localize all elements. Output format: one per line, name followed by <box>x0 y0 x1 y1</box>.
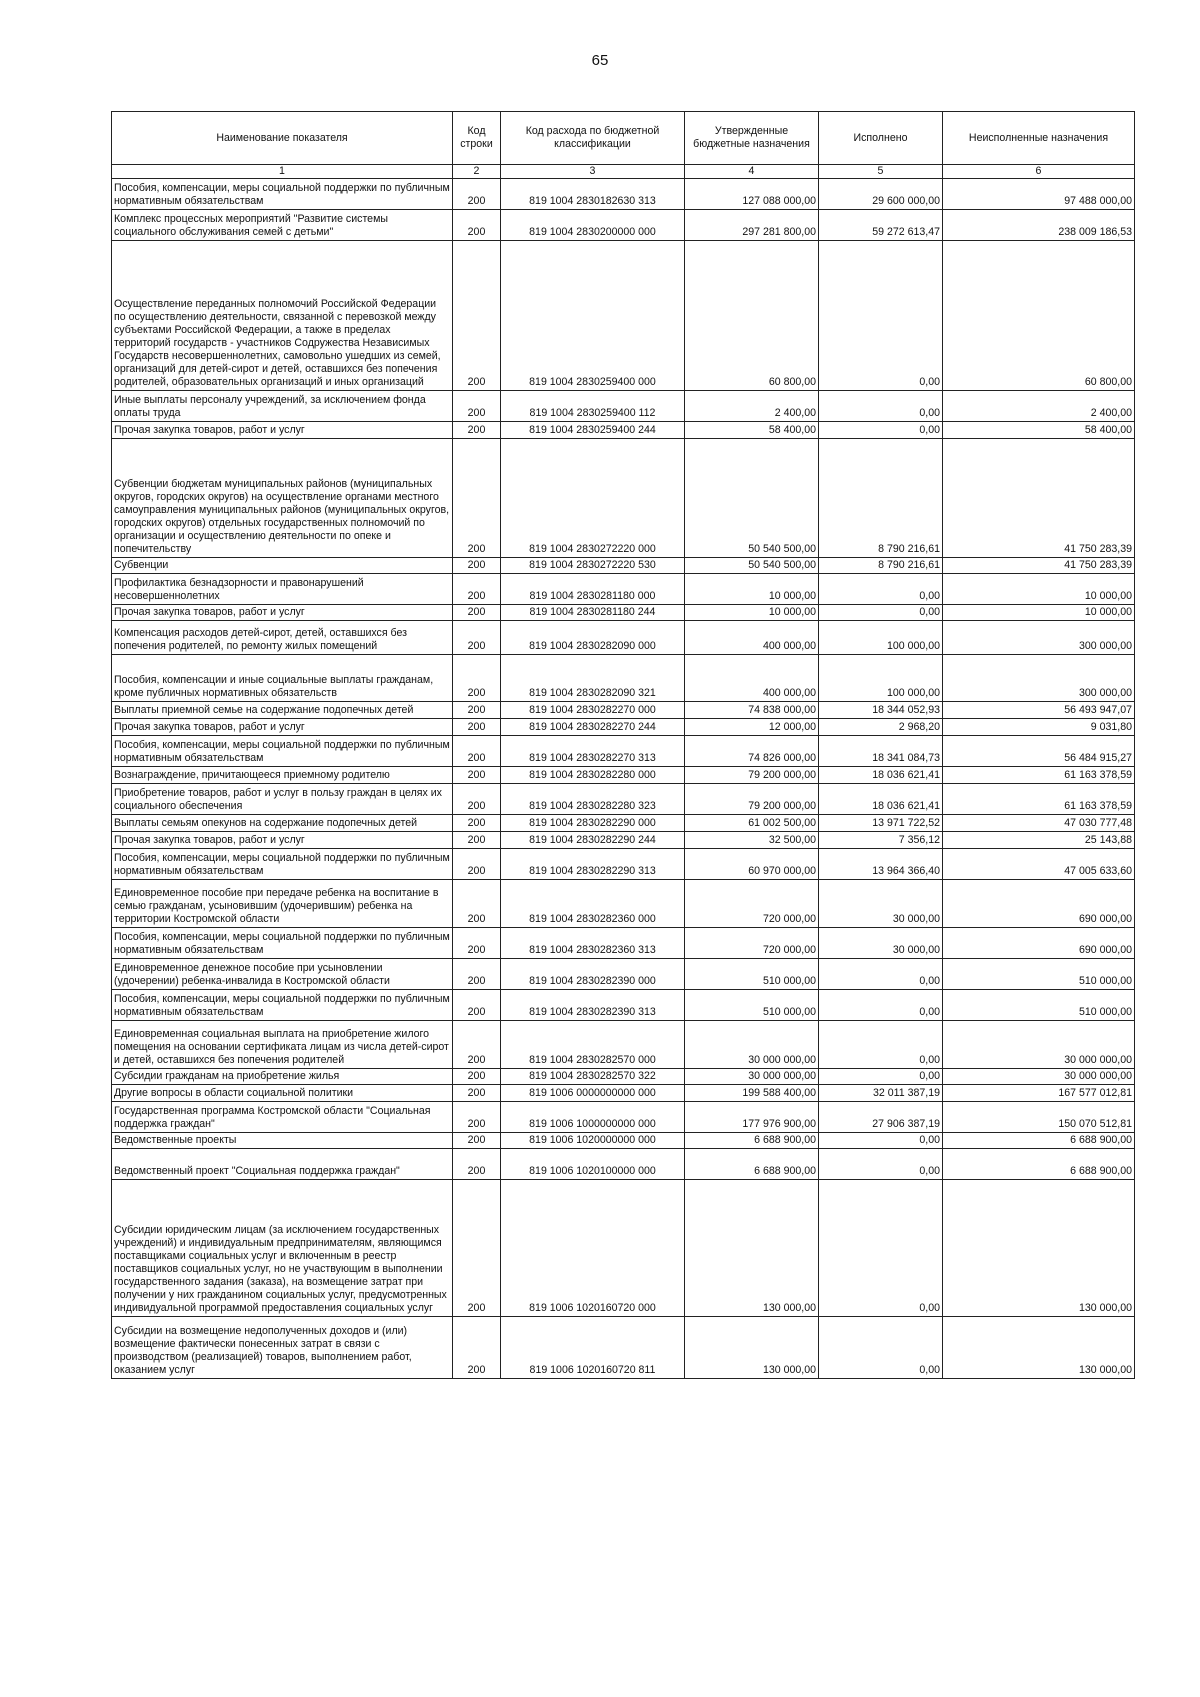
header-name: Наименование показателя <box>112 112 453 165</box>
row-approved: 79 200 000,00 <box>685 784 819 815</box>
row-executed: 2 968,20 <box>819 719 943 736</box>
row-classification: 819 1006 1000000000 000 <box>501 1102 685 1133</box>
row-executed: 0,00 <box>819 959 943 990</box>
row-code: 200 <box>453 736 501 767</box>
row-approved: 177 976 900,00 <box>685 1102 819 1133</box>
row-name: Пособия, компенсации, меры социальной поддержки по публичным нормативным обязательствам <box>112 849 453 880</box>
row-name: Профилактика безнадзорности и правонарушений несовершеннолетних <box>112 574 453 605</box>
row-code: 200 <box>453 1021 501 1069</box>
row-classification: 819 1004 2830259400 000 <box>501 241 685 391</box>
row-executed: 100 000,00 <box>819 655 943 702</box>
row-classification: 819 1004 2830282270 000 <box>501 702 685 719</box>
row-executed: 27 906 387,19 <box>819 1102 943 1133</box>
row-classification: 819 1004 2830282280 000 <box>501 767 685 784</box>
table-row <box>112 784 1135 815</box>
row-code: 200 <box>453 719 501 736</box>
row-code: 200 <box>453 605 501 621</box>
table-row <box>112 990 1135 1021</box>
row-name: Компенсация расходов детей-сирот, детей, оставшихся без попечения родителей, по ремонту жилых помещений <box>112 621 453 655</box>
row-unexecuted: 60 800,00 <box>943 241 1135 391</box>
row-executed: 13 964 366,40 <box>819 849 943 880</box>
row-approved: 127 088 000,00 <box>685 179 819 210</box>
row-classification: 819 1004 2830282570 322 <box>501 1069 685 1085</box>
row-classification: 819 1004 2830282290 313 <box>501 849 685 880</box>
table-row <box>112 210 1135 241</box>
row-approved: 6 688 900,00 <box>685 1133 819 1149</box>
table-row <box>112 391 1135 422</box>
row-unexecuted: 56 484 915,27 <box>943 736 1135 767</box>
row-approved: 510 000,00 <box>685 990 819 1021</box>
row-name: Другие вопросы в области социальной политики <box>112 1085 453 1102</box>
header-executed: Исполнено <box>819 112 943 165</box>
row-unexecuted: 690 000,00 <box>943 928 1135 959</box>
row-unexecuted: 30 000 000,00 <box>943 1021 1135 1069</box>
row-name: Пособия, компенсации, меры социальной поддержки по публичным нормативным обязательствам <box>112 736 453 767</box>
row-code: 200 <box>453 959 501 990</box>
table-row <box>112 1085 1135 1102</box>
row-approved: 32 500,00 <box>685 832 819 849</box>
row-approved: 60 800,00 <box>685 241 819 391</box>
page-number: 65 <box>591 52 609 69</box>
row-approved: 12 000,00 <box>685 719 819 736</box>
row-classification: 819 1004 2830182630 313 <box>501 179 685 210</box>
row-classification: 819 1004 2830200000 000 <box>501 210 685 241</box>
row-code: 200 <box>453 621 501 655</box>
row-name: Осуществление переданных полномочий Российской Федерации по осуществлению деятельности, связанной с перевозкой между субъектами Российской Федерации, а также в пределах территорий государств - участников Содружества Независимых Государств несовершеннолетних, самовольно ушедших из семей, организаций для детей-сирот и детей, оставшихся без попечения родителей, образовательных организаций и иных организаций <box>112 241 453 391</box>
row-classification: 819 1004 2830272220 000 <box>501 439 685 558</box>
row-approved: 50 540 500,00 <box>685 558 819 574</box>
row-classification: 819 1004 2830272220 530 <box>501 558 685 574</box>
row-executed: 8 790 216,61 <box>819 558 943 574</box>
row-approved: 10 000,00 <box>685 605 819 621</box>
row-approved: 58 400,00 <box>685 422 819 439</box>
row-name: Прочая закупка товаров, работ и услуг <box>112 719 453 736</box>
column-number: 3 <box>501 165 685 179</box>
row-executed: 29 600 000,00 <box>819 179 943 210</box>
row-executed: 0,00 <box>819 990 943 1021</box>
row-executed: 0,00 <box>819 422 943 439</box>
row-name: Субсидии юридическим лицам (за исключением государственных учреждений) и индивидуальным предпринимателям, являющимся поставщиками социальных услуг и включенным в реестр поставщиков социальных услуг, но не участвующим в выполнении государственного задания (заказа), на возмещение затрат при получении у них гражданином социальных услуг, предусмотренных индивидуальной программой предоставления социальных услуг <box>112 1180 453 1317</box>
row-code: 200 <box>453 1133 501 1149</box>
row-code: 200 <box>453 928 501 959</box>
row-classification: 819 1004 2830282290 244 <box>501 832 685 849</box>
column-number: 6 <box>943 165 1135 179</box>
row-executed: 32 011 387,19 <box>819 1085 943 1102</box>
row-name: Пособия, компенсации, меры социальной поддержки по публичным нормативным обязательствам <box>112 928 453 959</box>
row-classification: 819 1006 1020100000 000 <box>501 1149 685 1180</box>
row-classification: 819 1006 1020000000 000 <box>501 1133 685 1149</box>
table-row <box>112 1133 1135 1149</box>
row-executed: 18 036 621,41 <box>819 767 943 784</box>
row-approved: 297 281 800,00 <box>685 210 819 241</box>
row-name: Пособия, компенсации, меры социальной поддержки по публичным нормативным обязательствам <box>112 179 453 210</box>
row-code: 200 <box>453 702 501 719</box>
row-name: Ведомственные проекты <box>112 1133 453 1149</box>
row-name: Ведомственный проект "Социальная поддержка граждан" <box>112 1149 453 1180</box>
row-classification: 819 1004 2830282090 000 <box>501 621 685 655</box>
table-row <box>112 1180 1135 1317</box>
row-classification: 819 1004 2830282270 313 <box>501 736 685 767</box>
row-name: Иные выплаты персоналу учреждений, за исключением фонда оплаты труда <box>112 391 453 422</box>
row-approved: 2 400,00 <box>685 391 819 422</box>
row-unexecuted: 6 688 900,00 <box>943 1133 1135 1149</box>
row-classification: 819 1004 2830282090 321 <box>501 655 685 702</box>
row-unexecuted: 61 163 378,59 <box>943 784 1135 815</box>
column-number: 2 <box>453 165 501 179</box>
row-code: 200 <box>453 574 501 605</box>
row-approved: 6 688 900,00 <box>685 1149 819 1180</box>
row-classification: 819 1006 1020160720 000 <box>501 1180 685 1317</box>
row-name: Вознаграждение, причитающееся приемному родителю <box>112 767 453 784</box>
row-executed: 0,00 <box>819 1317 943 1379</box>
row-unexecuted: 510 000,00 <box>943 990 1135 1021</box>
row-executed: 18 036 621,41 <box>819 784 943 815</box>
row-classification: 819 1004 2830282280 323 <box>501 784 685 815</box>
table-row <box>112 1102 1135 1133</box>
row-name: Субсидии гражданам на приобретение жилья <box>112 1069 453 1085</box>
row-unexecuted: 25 143,88 <box>943 832 1135 849</box>
row-name: Единовременное пособие при передаче ребенка на воспитание в семью гражданам, усыновившим (удочерившим) ребенка на территории Костромской области <box>112 880 453 928</box>
row-classification: 819 1004 2830282270 244 <box>501 719 685 736</box>
row-approved: 400 000,00 <box>685 621 819 655</box>
row-name: Пособия, компенсации, меры социальной поддержки по публичным нормативным обязательствам <box>112 990 453 1021</box>
table-row <box>112 241 1135 391</box>
row-code: 200 <box>453 1317 501 1379</box>
row-name: Прочая закупка товаров, работ и услуг <box>112 605 453 621</box>
row-unexecuted: 238 009 186,53 <box>943 210 1135 241</box>
table-header-row <box>112 112 1135 165</box>
row-code: 200 <box>453 210 501 241</box>
row-code: 200 <box>453 832 501 849</box>
row-approved: 10 000,00 <box>685 574 819 605</box>
row-unexecuted: 47 005 633,60 <box>943 849 1135 880</box>
row-unexecuted: 61 163 378,59 <box>943 767 1135 784</box>
row-classification: 819 1004 2830282290 000 <box>501 815 685 832</box>
table-row <box>112 558 1135 574</box>
row-executed: 0,00 <box>819 391 943 422</box>
row-executed: 0,00 <box>819 1180 943 1317</box>
row-executed: 18 344 052,93 <box>819 702 943 719</box>
row-classification: 819 1004 2830282390 000 <box>501 959 685 990</box>
column-number-row <box>112 165 1135 179</box>
row-executed: 30 000,00 <box>819 928 943 959</box>
table-row <box>112 1021 1135 1069</box>
table-row <box>112 928 1135 959</box>
row-name: Выплаты семьям опекунов на содержание подопечных детей <box>112 815 453 832</box>
row-name: Комплекс процессных мероприятий "Развитие системы социального обслуживания семей с детьми" <box>112 210 453 241</box>
table-row <box>112 179 1135 210</box>
row-unexecuted: 97 488 000,00 <box>943 179 1135 210</box>
table-row <box>112 832 1135 849</box>
row-approved: 130 000,00 <box>685 1317 819 1379</box>
row-executed: 100 000,00 <box>819 621 943 655</box>
row-approved: 30 000 000,00 <box>685 1021 819 1069</box>
row-name: Единовременное денежное пособие при усыновлении (удочерении) ребенка-инвалида в Костромской области <box>112 959 453 990</box>
table-row <box>112 959 1135 990</box>
table-row <box>112 719 1135 736</box>
row-unexecuted: 41 750 283,39 <box>943 439 1135 558</box>
table-row <box>112 1317 1135 1379</box>
row-code: 200 <box>453 558 501 574</box>
table-row <box>112 621 1135 655</box>
row-executed: 0,00 <box>819 1133 943 1149</box>
row-code: 200 <box>453 767 501 784</box>
row-executed: 0,00 <box>819 1149 943 1180</box>
row-code: 200 <box>453 880 501 928</box>
row-code: 200 <box>453 1180 501 1317</box>
row-approved: 50 540 500,00 <box>685 439 819 558</box>
row-classification: 819 1004 2830259400 112 <box>501 391 685 422</box>
row-approved: 720 000,00 <box>685 928 819 959</box>
row-unexecuted: 41 750 283,39 <box>943 558 1135 574</box>
row-unexecuted: 690 000,00 <box>943 880 1135 928</box>
row-approved: 74 838 000,00 <box>685 702 819 719</box>
row-unexecuted: 130 000,00 <box>943 1317 1135 1379</box>
row-executed: 59 272 613,47 <box>819 210 943 241</box>
row-name: Прочая закупка товаров, работ и услуг <box>112 832 453 849</box>
row-unexecuted: 10 000,00 <box>943 574 1135 605</box>
table-row <box>112 605 1135 621</box>
row-unexecuted: 300 000,00 <box>943 621 1135 655</box>
table-row <box>112 574 1135 605</box>
row-classification: 819 1004 2830282360 313 <box>501 928 685 959</box>
row-executed: 7 356,12 <box>819 832 943 849</box>
row-code: 200 <box>453 1149 501 1180</box>
row-name: Выплаты приемной семье на содержание подопечных детей <box>112 702 453 719</box>
header-classification: Код расхода по бюджетной классификации <box>501 112 685 165</box>
table-row <box>112 422 1135 439</box>
row-classification: 819 1004 2830282360 000 <box>501 880 685 928</box>
row-approved: 199 588 400,00 <box>685 1085 819 1102</box>
row-approved: 130 000,00 <box>685 1180 819 1317</box>
column-number: 5 <box>819 165 943 179</box>
row-unexecuted: 6 688 900,00 <box>943 1149 1135 1180</box>
row-unexecuted: 300 000,00 <box>943 655 1135 702</box>
row-executed: 0,00 <box>819 574 943 605</box>
row-executed: 13 971 722,52 <box>819 815 943 832</box>
table-row <box>112 1149 1135 1180</box>
row-name: Субсидии на возмещение недополученных доходов и (или) возмещение фактически понесенных затрат в связи с производством (реализацией) товаров, выполнением работ, оказанием услуг <box>112 1317 453 1379</box>
table-row <box>112 849 1135 880</box>
header-approved: Утвержденные бюджетные назначения <box>685 112 819 165</box>
row-unexecuted: 56 493 947,07 <box>943 702 1135 719</box>
table-row <box>112 815 1135 832</box>
row-unexecuted: 9 031,80 <box>943 719 1135 736</box>
row-code: 200 <box>453 391 501 422</box>
table-row <box>112 736 1135 767</box>
row-executed: 0,00 <box>819 241 943 391</box>
row-approved: 400 000,00 <box>685 655 819 702</box>
row-code: 200 <box>453 655 501 702</box>
table-row <box>112 880 1135 928</box>
row-unexecuted: 10 000,00 <box>943 605 1135 621</box>
row-executed: 0,00 <box>819 1021 943 1069</box>
row-code: 200 <box>453 1085 501 1102</box>
table-row <box>112 767 1135 784</box>
row-name: Государственная программа Костромской области "Социальная поддержка граждан" <box>112 1102 453 1133</box>
row-unexecuted: 167 577 012,81 <box>943 1085 1135 1102</box>
row-classification: 819 1004 2830281180 000 <box>501 574 685 605</box>
row-executed: 0,00 <box>819 1069 943 1085</box>
row-approved: 510 000,00 <box>685 959 819 990</box>
row-approved: 30 000 000,00 <box>685 1069 819 1085</box>
column-number: 1 <box>112 165 453 179</box>
row-code: 200 <box>453 784 501 815</box>
row-classification: 819 1004 2830282570 000 <box>501 1021 685 1069</box>
column-number: 4 <box>685 165 819 179</box>
row-classification: 819 1006 1020160720 811 <box>501 1317 685 1379</box>
row-unexecuted: 58 400,00 <box>943 422 1135 439</box>
row-executed: 18 341 084,73 <box>819 736 943 767</box>
row-unexecuted: 47 030 777,48 <box>943 815 1135 832</box>
row-name: Субвенции <box>112 558 453 574</box>
table-row <box>112 439 1135 558</box>
row-code: 200 <box>453 241 501 391</box>
row-unexecuted: 130 000,00 <box>943 1180 1135 1317</box>
row-executed: 0,00 <box>819 605 943 621</box>
row-unexecuted: 2 400,00 <box>943 391 1135 422</box>
table-body <box>112 179 1135 1379</box>
row-code: 200 <box>453 422 501 439</box>
header-unexecuted: Неисполненные назначения <box>943 112 1135 165</box>
row-approved: 74 826 000,00 <box>685 736 819 767</box>
row-approved: 79 200 000,00 <box>685 767 819 784</box>
row-name: Приобретение товаров, работ и услуг в пользу граждан в целях их социального обеспечения <box>112 784 453 815</box>
header-code: Код строки <box>453 112 501 165</box>
row-name: Единовременная социальная выплата на приобретение жилого помещения на основании сертификата лицам из числа детей-сирот и детей, оставшихся без попечения родителей <box>112 1021 453 1069</box>
row-unexecuted: 510 000,00 <box>943 959 1135 990</box>
row-executed: 30 000,00 <box>819 880 943 928</box>
row-approved: 60 970 000,00 <box>685 849 819 880</box>
table-row <box>112 702 1135 719</box>
row-approved: 61 002 500,00 <box>685 815 819 832</box>
row-unexecuted: 30 000 000,00 <box>943 1069 1135 1085</box>
table-row <box>112 1069 1135 1085</box>
row-code: 200 <box>453 179 501 210</box>
budget-execution-table <box>111 111 1135 1379</box>
row-code: 200 <box>453 1102 501 1133</box>
row-classification: 819 1006 0000000000 000 <box>501 1085 685 1102</box>
row-classification: 819 1004 2830281180 244 <box>501 605 685 621</box>
row-name: Прочая закупка товаров, работ и услуг <box>112 422 453 439</box>
table-row <box>112 655 1135 702</box>
row-code: 200 <box>453 849 501 880</box>
row-name: Субвенции бюджетам муниципальных районов (муниципальных округов, городских округов) на осуществление органами местного самоуправления муниципальных районов (муниципальных округов, городских округов) отдельных государственных полномочий по организации и осуществлению деятельности по опеке и попечительству <box>112 439 453 558</box>
row-classification: 819 1004 2830259400 244 <box>501 422 685 439</box>
row-name: Пособия, компенсации и иные социальные выплаты гражданам, кроме публичных нормативных обязательств <box>112 655 453 702</box>
row-code: 200 <box>453 1069 501 1085</box>
row-code: 200 <box>453 990 501 1021</box>
row-unexecuted: 150 070 512,81 <box>943 1102 1135 1133</box>
row-executed: 8 790 216,61 <box>819 439 943 558</box>
row-code: 200 <box>453 815 501 832</box>
row-approved: 720 000,00 <box>685 880 819 928</box>
row-code: 200 <box>453 439 501 558</box>
row-classification: 819 1004 2830282390 313 <box>501 990 685 1021</box>
